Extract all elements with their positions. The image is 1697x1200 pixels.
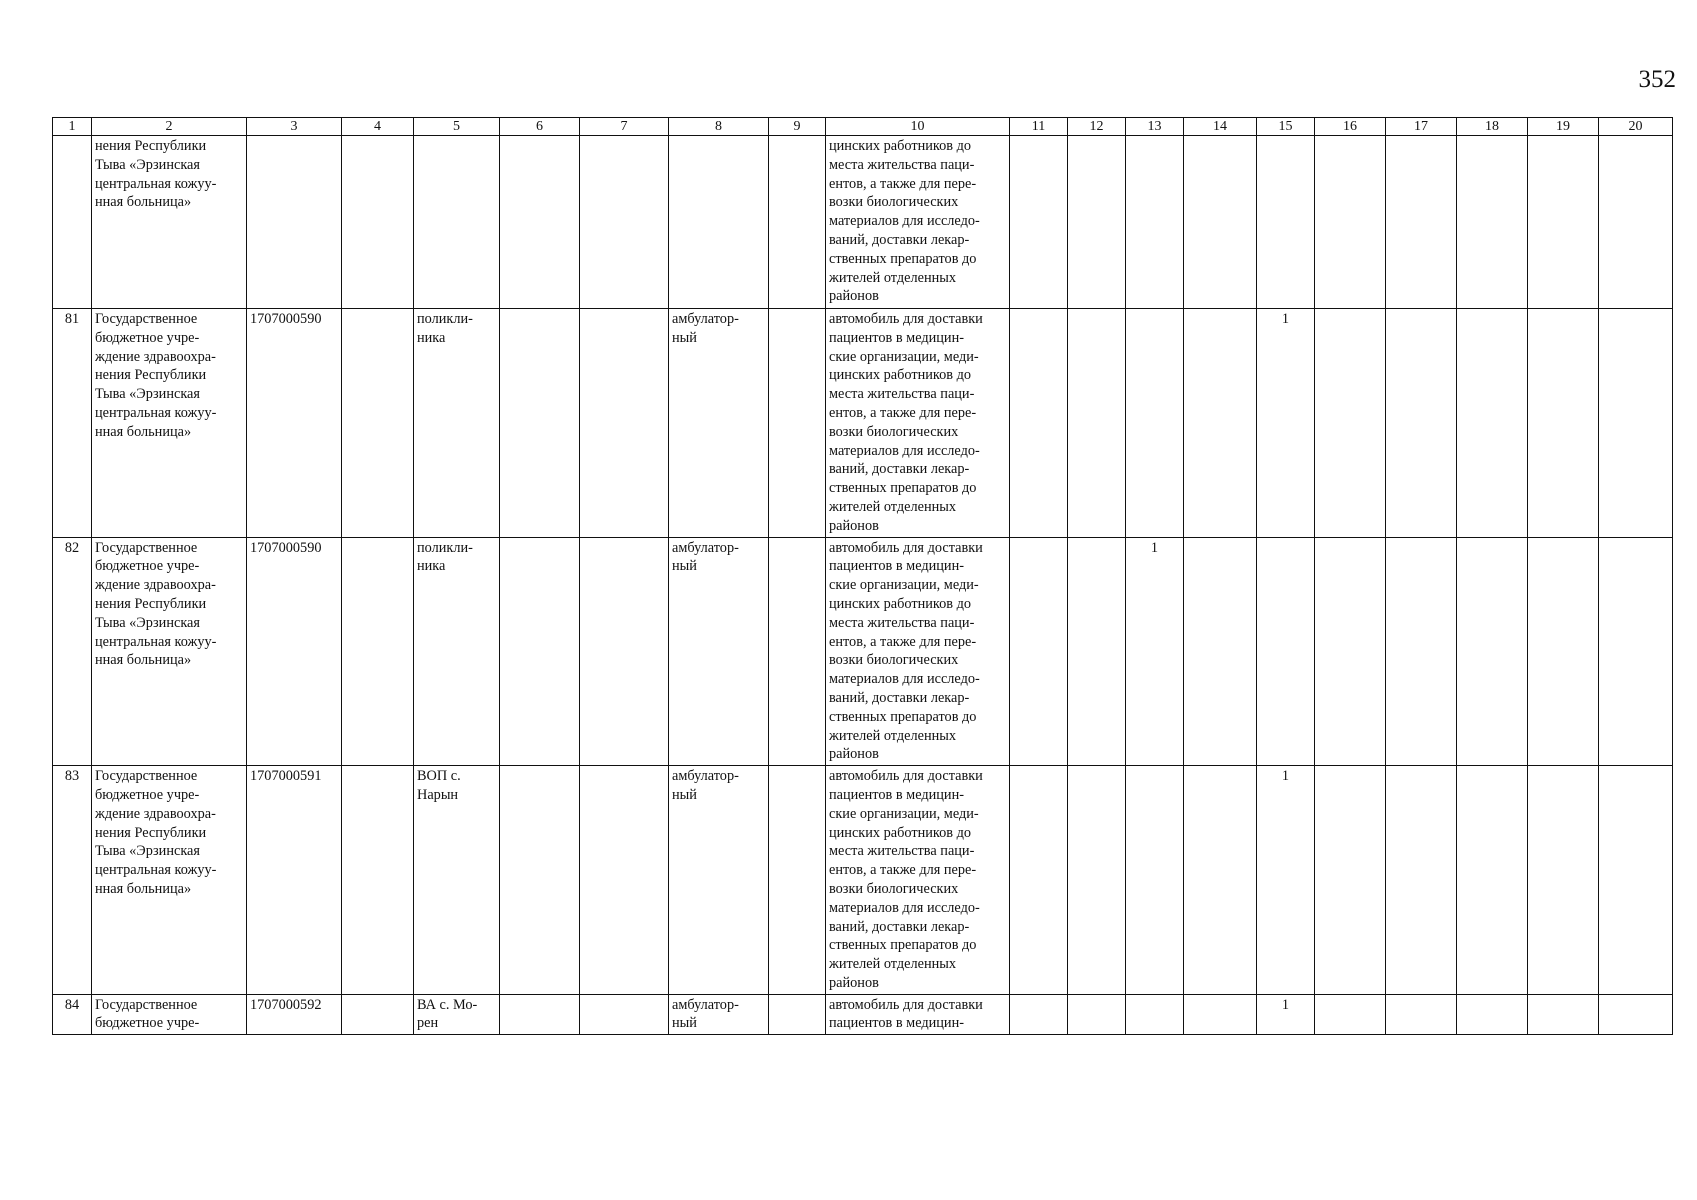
table-cell [1528, 766, 1599, 995]
table-cell [1068, 994, 1126, 1035]
table-cell [1010, 537, 1068, 766]
table-cell [1315, 136, 1386, 309]
row-number-cell: 83 [53, 766, 92, 995]
table-cell [1184, 537, 1257, 766]
column-header: 9 [769, 118, 826, 136]
table-cell [1315, 537, 1386, 766]
inn-cell: 1707000592 [247, 994, 342, 1035]
count-cell-13 [1126, 994, 1184, 1035]
column-header: 8 [669, 118, 769, 136]
unit-cell: поликли- ника [414, 309, 500, 538]
table-cell [1457, 136, 1528, 309]
table-cell [1528, 994, 1599, 1035]
row-number-cell: 82 [53, 537, 92, 766]
unit-cell: ВА с. Мо- рен [414, 994, 500, 1035]
table-cell [342, 136, 414, 309]
inn-cell: 1707000591 [247, 766, 342, 995]
care-type-cell: амбулатор- ный [669, 766, 769, 995]
table-cell [1386, 766, 1457, 995]
column-header: 6 [500, 118, 580, 136]
count-cell-15 [1257, 537, 1315, 766]
column-header: 3 [247, 118, 342, 136]
table-cell [342, 994, 414, 1035]
column-header: 15 [1257, 118, 1315, 136]
count-cell-13 [1126, 309, 1184, 538]
inn-cell: 1707000590 [247, 537, 342, 766]
table-cell [1386, 309, 1457, 538]
table-row [53, 537, 1673, 766]
table-cell [769, 537, 826, 766]
table-cell [580, 136, 669, 309]
column-header: 20 [1599, 118, 1673, 136]
table-cell [1528, 537, 1599, 766]
count-cell-13 [1126, 766, 1184, 995]
column-header: 13 [1126, 118, 1184, 136]
table-cell [1010, 766, 1068, 995]
table-cell [1010, 994, 1068, 1035]
column-header: 10 [826, 118, 1010, 136]
unit-cell [414, 136, 500, 309]
table-row [53, 994, 1673, 1035]
column-header: 4 [342, 118, 414, 136]
column-header: 11 [1010, 118, 1068, 136]
table-cell [1068, 309, 1126, 538]
table-cell [500, 136, 580, 309]
purpose-cell: автомобиль для доставки пациентов в медицин- ские организации, меди- цинских работников до места жительства паци- ентов, а также для пере- возки биологических материалов для исследо- ваний, доставки лекар- ственных препаратов до жителей отделенных районов [826, 766, 1010, 995]
column-header: 1 [53, 118, 92, 136]
table-cell [1068, 136, 1126, 309]
organization-cell: Государственное бюджетное учре- [92, 994, 247, 1035]
table-cell [1599, 136, 1673, 309]
table-cell [1184, 309, 1257, 538]
row-number-cell: 84 [53, 994, 92, 1035]
table-cell [1184, 136, 1257, 309]
table-cell [342, 309, 414, 538]
table-cell [1010, 309, 1068, 538]
table-cell [1315, 766, 1386, 995]
table-cell [580, 994, 669, 1035]
table-cell [580, 309, 669, 538]
inn-cell: 1707000590 [247, 309, 342, 538]
table-cell [500, 994, 580, 1035]
care-type-cell: амбулатор- ный [669, 994, 769, 1035]
column-header: 19 [1528, 118, 1599, 136]
table-cell [1068, 537, 1126, 766]
column-header: 7 [580, 118, 669, 136]
count-cell-15: 1 [1257, 994, 1315, 1035]
column-header: 16 [1315, 118, 1386, 136]
table-cell [500, 309, 580, 538]
column-header: 18 [1457, 118, 1528, 136]
count-cell-15 [1257, 136, 1315, 309]
table-cell [769, 994, 826, 1035]
table-cell [1457, 766, 1528, 995]
table-cell [500, 766, 580, 995]
unit-cell: ВОП с. Нарын [414, 766, 500, 995]
table-cell [1457, 537, 1528, 766]
table-cell [1599, 766, 1673, 995]
column-header: 2 [92, 118, 247, 136]
table-cell [1457, 994, 1528, 1035]
table-cell [1184, 766, 1257, 995]
table-cell [1528, 136, 1599, 309]
care-type-cell [669, 136, 769, 309]
count-cell-15: 1 [1257, 309, 1315, 538]
column-number-header-row [53, 118, 1673, 136]
inn-cell [247, 136, 342, 309]
table-cell [1315, 994, 1386, 1035]
page-number: 352 [1638, 66, 1676, 93]
table-cell [1599, 537, 1673, 766]
table-cell [1386, 537, 1457, 766]
table-cell [1599, 994, 1673, 1035]
purpose-cell: автомобиль для доставки пациентов в медицин- ские организации, меди- цинских работников до места жительства паци- ентов, а также для пере- возки биологических материалов для исследо- ваний, доставки лекар- ственных препаратов до жителей отделенных районов [826, 537, 1010, 766]
purpose-cell: цинских работников до места жительства паци- ентов, а также для пере- возки биологических материалов для исследо- ваний, доставки лекар- ственных препаратов до жителей отделенных районов [826, 136, 1010, 309]
care-type-cell: амбулатор- ный [669, 537, 769, 766]
column-header: 12 [1068, 118, 1126, 136]
purpose-cell: автомобиль для доставки пациентов в медицин- ские организации, меди- цинских работников до места жительства паци- ентов, а также для пере- возки биологических материалов для исследо- ваний, доставки лекар- ственных препаратов до жителей отделенных районов [826, 309, 1010, 538]
table-cell [1068, 766, 1126, 995]
table-cell [1386, 136, 1457, 309]
row-number-cell: 81 [53, 309, 92, 538]
table-cell [1184, 994, 1257, 1035]
table-cell [342, 766, 414, 995]
table-row [53, 136, 1673, 309]
unit-cell: поликли- ника [414, 537, 500, 766]
column-header: 17 [1386, 118, 1457, 136]
table-cell [1010, 136, 1068, 309]
organization-cell: Государственное бюджетное учре- ждение здравоохра- нения Республики Тыва «Эрзинская центральная кожуу- нная больница» [92, 309, 247, 538]
table-cell [1457, 309, 1528, 538]
organization-cell: Государственное бюджетное учре- ждение здравоохра- нения Республики Тыва «Эрзинская центральная кожуу- нная больница» [92, 766, 247, 995]
table-row [53, 766, 1673, 995]
table-cell [500, 537, 580, 766]
table-cell [580, 537, 669, 766]
organization-cell: нения Республики Тыва «Эрзинская центральная кожуу- нная больница» [92, 136, 247, 309]
table-cell [342, 537, 414, 766]
data-table [52, 117, 1673, 1035]
count-cell-15: 1 [1257, 766, 1315, 995]
table-cell [580, 766, 669, 995]
table-cell [1528, 309, 1599, 538]
count-cell-13: 1 [1126, 537, 1184, 766]
table-cell [1599, 309, 1673, 538]
table-row [53, 309, 1673, 538]
table-cell [1386, 994, 1457, 1035]
row-number-cell [53, 136, 92, 309]
care-type-cell: амбулатор- ный [669, 309, 769, 538]
column-header: 5 [414, 118, 500, 136]
organization-cell: Государственное бюджетное учре- ждение здравоохра- нения Республики Тыва «Эрзинская центральная кожуу- нная больница» [92, 537, 247, 766]
count-cell-13 [1126, 136, 1184, 309]
column-header: 14 [1184, 118, 1257, 136]
purpose-cell: автомобиль для доставки пациентов в медицин- [826, 994, 1010, 1035]
table-cell [769, 766, 826, 995]
table-cell [769, 136, 826, 309]
table-cell [1315, 309, 1386, 538]
table-cell [769, 309, 826, 538]
